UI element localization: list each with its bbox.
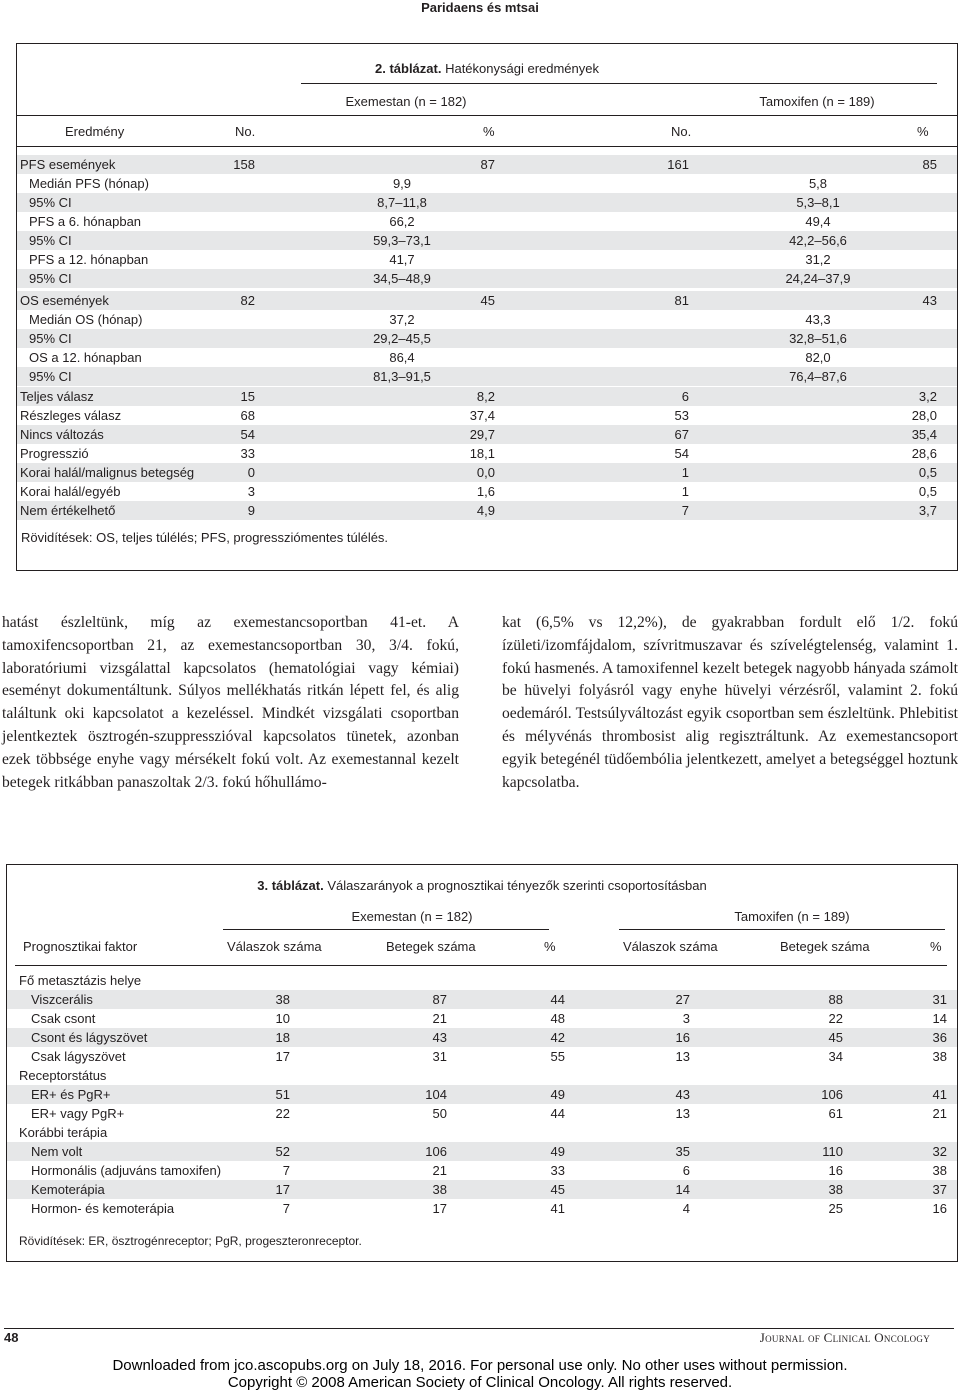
table-cell: 3,7 [918, 503, 937, 518]
table-cell: 49 [550, 1087, 565, 1102]
table-row [17, 463, 957, 482]
table-cell: 10 [275, 1011, 290, 1026]
table-cell: 33 [240, 446, 255, 461]
table-cell: 38 [932, 1049, 947, 1064]
table-cell: 68 [240, 408, 255, 423]
body-text-left-column [2, 612, 459, 794]
col-header-responses: Válaszok száma [623, 939, 718, 954]
table-cell: 16 [932, 1201, 947, 1216]
table-cell: 81 [674, 293, 689, 308]
table-cell: 28,6 [911, 446, 937, 461]
col-header-patients: Betegek száma [780, 939, 870, 954]
footer-rule [4, 1328, 954, 1329]
row-label: Korai halál/malignus betegség [20, 465, 195, 480]
row-label: Nem értékelhető [20, 503, 116, 518]
table-cell: 38 [828, 1182, 843, 1197]
table-cell: 59,3–73,1 [373, 233, 431, 248]
section-row [7, 971, 957, 990]
table-cell: 55 [550, 1049, 565, 1064]
table-cell: 44 [550, 992, 565, 1007]
table-row [17, 193, 957, 212]
table-row [17, 348, 957, 367]
table-row [17, 231, 957, 250]
table-row [7, 1161, 957, 1180]
table-cell: 36 [932, 1030, 947, 1045]
table-cell: 14 [675, 1182, 690, 1197]
table-cell: 18 [275, 1030, 290, 1045]
table-3-footnote: Rövidítések: ER, ösztrogénreceptor; PgR, progeszteronreceptor. [19, 1234, 362, 1248]
table-cell: 37 [932, 1182, 947, 1197]
row-label: Medián PFS (hónap) [29, 176, 149, 191]
table-row [17, 212, 957, 231]
table-cell: 17 [432, 1201, 447, 1216]
table-cell: 15 [240, 389, 255, 404]
table-cell: 13 [675, 1049, 690, 1064]
table-row [17, 329, 957, 348]
table-cell: 22 [275, 1106, 290, 1121]
table-2-caption-text: Hatékonysági eredmények [445, 61, 599, 76]
table-cell: 51 [275, 1087, 290, 1102]
row-label: 95% CI [29, 195, 72, 210]
table-cell: 1 [681, 484, 689, 499]
table-cell: 6 [681, 389, 689, 404]
table-cell: 21 [932, 1106, 947, 1121]
table-cell: 43 [432, 1030, 447, 1045]
row-label: OS a 12. hónapban [29, 350, 142, 365]
section-row [7, 1066, 957, 1085]
table-cell: 8,2 [476, 389, 495, 404]
group-exemestan: Exemestan (n = 182) [351, 909, 473, 924]
row-label: ER+ és PgR+ [31, 1087, 111, 1102]
table-cell: 16 [675, 1030, 690, 1045]
table-row [7, 1009, 957, 1028]
table-cell: 24,24–37,9 [785, 271, 851, 286]
col-header-pct: % [544, 939, 556, 954]
row-label: Hormonális (adjuváns tamoxifen) [31, 1163, 222, 1178]
table-cell: 49,4 [805, 214, 831, 229]
table-cell: 161 [667, 157, 689, 172]
row-label: Korai halál/egyéb [20, 484, 121, 499]
table-cell: 0 [247, 465, 255, 480]
table-row [17, 444, 957, 463]
row-label: Progresszió [20, 446, 89, 461]
table-2-footnote: Rövidítések: OS, teljes túlélés; PFS, progressziómentes túlélés. [21, 530, 389, 545]
table-row [17, 155, 957, 174]
row-label: PFS a 12. hónapban [29, 252, 149, 267]
table-cell: 31,2 [805, 252, 831, 267]
table-cell: 82 [240, 293, 255, 308]
table-cell: 45 [550, 1182, 565, 1197]
row-label: Csak lágyszövet [31, 1049, 126, 1064]
row-label: Kemoterápia [31, 1182, 105, 1197]
col-header-pct: % [917, 124, 929, 139]
table-cell: 45 [828, 1030, 843, 1045]
table-cell: 3 [682, 1011, 690, 1026]
section-row [7, 1123, 957, 1142]
table-cell: 1,6 [476, 484, 495, 499]
table-cell: 28,0 [911, 408, 937, 423]
table-row [17, 174, 957, 193]
table-cell: 48 [550, 1011, 565, 1026]
table-cell: 4,9 [476, 503, 495, 518]
row-label: Teljes válasz [20, 389, 94, 404]
section-label: Korábbi terápia [19, 1125, 108, 1140]
table-cell: 45 [480, 293, 495, 308]
table-cell: 32 [932, 1144, 947, 1159]
table-cell: 6 [682, 1163, 690, 1178]
table-cell: 9,9 [392, 176, 412, 191]
table-cell: 88 [828, 992, 843, 1007]
col-header-result: Eredmény [65, 124, 125, 139]
table-cell: 1 [681, 465, 689, 480]
col-header-no: No. [235, 124, 256, 139]
row-label: Hormon- és kemoterápia [31, 1201, 175, 1216]
table-cell: 52 [275, 1144, 290, 1159]
table-cell: 22 [828, 1011, 843, 1026]
table-cell: 29,7 [469, 427, 495, 442]
table-3-caption-number: 3. táblázat. [257, 878, 324, 893]
table-row [7, 1180, 957, 1199]
table-row [17, 250, 957, 269]
table-cell: 81,3–91,5 [373, 369, 431, 384]
table-cell: 0,5 [918, 484, 937, 499]
table-cell: 38 [275, 992, 290, 1007]
row-label: OS események [20, 293, 109, 308]
table-row [7, 990, 957, 1009]
table-cell: 38 [432, 1182, 447, 1197]
table-cell: 37,4 [469, 408, 495, 423]
table-cell: 27 [675, 992, 690, 1007]
table-cell: 104 [425, 1087, 447, 1102]
table-cell: 7 [282, 1201, 290, 1216]
table-cell: 16 [828, 1163, 843, 1178]
table-row [7, 1142, 957, 1161]
table-cell: 31 [432, 1049, 447, 1064]
journal-name: Journal of Clinical Oncology [759, 1330, 930, 1345]
table-2-caption [17, 61, 957, 76]
row-label: 95% CI [29, 271, 72, 286]
table-cell: 53 [674, 408, 689, 423]
col-header-patients: Betegek száma [386, 939, 476, 954]
table-cell: 21 [432, 1163, 447, 1178]
table-row [17, 310, 957, 329]
table-cell: 5,3–8,1 [796, 195, 840, 210]
table-cell: 3 [247, 484, 255, 499]
table-cell: 18,1 [469, 446, 495, 461]
table-cell: 3,2 [918, 389, 937, 404]
table-cell: 25 [828, 1201, 843, 1216]
table-cell: 87 [480, 157, 495, 172]
col-header-factor: Prognosztikai faktor [23, 939, 138, 954]
table-row [17, 387, 957, 406]
row-label: 95% CI [29, 369, 72, 384]
table-row [17, 425, 957, 444]
paragraph: kat (6,5% vs 12,2%), de gyakrabban fordult elő 1/2. fokú ízületi/izomfájdalom, szívritmuszavar és szívelégtelenség, valamint 1. fokú hasmenés. A tamoxifennel kezelt betegek nagyobb hányada számolt be hüvelyi folyásról vagy enyhe hüvelyi vérzésről, valamint 2. fokú oedemáról. Testsúlyváltozást egyik csoportban sem észleltünk. Phlebitist és mélyvénás thrombosist alig regisztráltunk. Az exemestancsoport egyik betegénél tüdőembólia jelentkezett, amelyet a betegséggel hoztunk kapcsolatba. [502, 614, 958, 791]
table-2 [16, 43, 958, 571]
table-cell: 35 [675, 1144, 690, 1159]
row-label: Csont és lágyszövet [31, 1030, 148, 1045]
row-label: PFS események [20, 157, 116, 172]
table-cell: 49 [550, 1144, 565, 1159]
col-header-pct: % [930, 939, 942, 954]
table-cell: 21 [432, 1011, 447, 1026]
page-number: 48 [4, 1330, 19, 1345]
table-cell: 35,4 [911, 427, 937, 442]
table-cell: 86,4 [389, 350, 415, 365]
table-cell: 76,4–87,6 [789, 369, 847, 384]
table-cell: 29,2–45,5 [373, 331, 431, 346]
running-header: Paridaens és mtsai [421, 0, 539, 15]
table-cell: 44 [550, 1106, 565, 1121]
table-cell: 66,2 [389, 214, 415, 229]
table-cell: 106 [821, 1087, 843, 1102]
table-cell: 5,8 [808, 176, 828, 191]
table-cell: 34,5–48,9 [373, 271, 431, 286]
table-cell: 33 [550, 1163, 565, 1178]
col-header-no: No. [671, 124, 692, 139]
table-row [7, 1104, 957, 1123]
table-cell: 31 [932, 992, 947, 1007]
table-cell: 82,0 [805, 350, 831, 365]
table-cell: 42 [550, 1030, 565, 1045]
body-text-right-column [502, 612, 958, 794]
table-row [17, 367, 957, 386]
table-cell: 61 [828, 1106, 843, 1121]
table-row [17, 501, 957, 520]
table-row [7, 1028, 957, 1047]
table-cell: 41 [550, 1201, 565, 1216]
table-row [17, 406, 957, 425]
table-cell: 0,5 [918, 465, 937, 480]
copyright-notice: Copyright © 2008 American Society of Clinical Oncology. All rights reserved. [227, 1374, 733, 1391]
table-cell: 106 [425, 1144, 447, 1159]
table-cell: 7 [282, 1163, 290, 1178]
table-cell: 67 [674, 427, 689, 442]
table-cell: 50 [432, 1106, 447, 1121]
row-label: Nem volt [31, 1144, 83, 1159]
table-cell: 54 [240, 427, 255, 442]
col-header-pct: % [483, 124, 495, 139]
table-cell: 9 [247, 503, 255, 518]
table-row [17, 482, 957, 501]
row-label: Részleges válasz [20, 408, 122, 423]
table-cell: 87 [432, 992, 447, 1007]
table-cell: 17 [275, 1182, 290, 1197]
table-cell: 32,8–51,6 [789, 331, 847, 346]
table-cell: 13 [675, 1106, 690, 1121]
table-cell: 42,2–56,6 [789, 233, 847, 248]
row-label: 95% CI [29, 331, 72, 346]
table-row [7, 1047, 957, 1066]
table-row [7, 1199, 957, 1218]
table-cell: 43,3 [805, 312, 831, 327]
table-3 [6, 864, 958, 1262]
row-label: Csak csont [31, 1011, 96, 1026]
table-cell: 43 [675, 1087, 690, 1102]
section-label: Receptorstátus [19, 1068, 107, 1083]
table-cell: 54 [674, 446, 689, 461]
table-cell: 0,0 [476, 465, 495, 480]
table-cell: 4 [682, 1201, 690, 1216]
table-row [17, 291, 957, 310]
table-2-caption-number: 2. táblázat. [374, 61, 442, 76]
table-cell: 8,7–11,8 [377, 195, 427, 210]
section-label: Fő metasztázis helye [19, 973, 142, 988]
row-label: ER+ vagy PgR+ [31, 1106, 125, 1121]
table-row [7, 1085, 957, 1104]
download-notice: Downloaded from jco.ascopubs.org on July 18, 2016. For personal use only. No other uses without permission. [112, 1357, 848, 1374]
table-cell: 17 [275, 1049, 290, 1064]
table-cell: 7 [681, 503, 689, 518]
group-exemestan: Exemestan (n = 182) [345, 94, 467, 109]
table-cell: 110 [822, 1144, 843, 1159]
group-tamoxifen: Tamoxifen (n = 189) [759, 94, 875, 109]
row-label: PFS a 6. hónapban [29, 214, 142, 229]
table-cell: 43 [922, 293, 937, 308]
row-label: Nincs változás [20, 427, 104, 442]
table-cell: 38 [932, 1163, 947, 1178]
row-label: Medián OS (hónap) [29, 312, 143, 327]
col-header-responses: Válaszok száma [227, 939, 322, 954]
paragraph: hatást észleltünk, míg az exemestancsoportban 41-et. A tamoxifencsoportban 21, az exemestancsoportban 30, 3/4. fokú, laboratóriumi vizsgálattal kapcsolatos (hematológiai vagy kémiai) eseményt dokumentáltunk. Súlyos mellékhatás ritkán lépett fel, és alig találtunk oki kapcsolatot a kezeléssel. Mindkét vizsgálati csoportban jelentkeztek ösztrogén-szuppresszióval kapcsolatos tünetek, azonban ezek többsége enyhe vagy mérsékelt fokú volt. Az exemestannal kezelt betegek ritkábban panaszoltak 2/3. fokú hőhullámo- [2, 614, 459, 791]
row-label: 95% CI [29, 233, 72, 248]
table-cell: 85 [922, 157, 937, 172]
row-label: Viszcerális [31, 992, 93, 1007]
table-cell: 37,2 [389, 312, 415, 327]
table-3-caption [7, 878, 957, 893]
table-cell: 158 [233, 157, 255, 172]
table-3-caption-text: Válaszarányok a prognosztikai tényezők szerinti csoportosításban [327, 878, 707, 893]
table-cell: 14 [932, 1011, 947, 1026]
table-row [17, 269, 957, 288]
table-cell: 34 [828, 1049, 843, 1064]
table-cell: 41 [932, 1087, 947, 1102]
table-cell: 41,7 [389, 252, 415, 267]
group-tamoxifen: Tamoxifen (n = 189) [734, 909, 850, 924]
